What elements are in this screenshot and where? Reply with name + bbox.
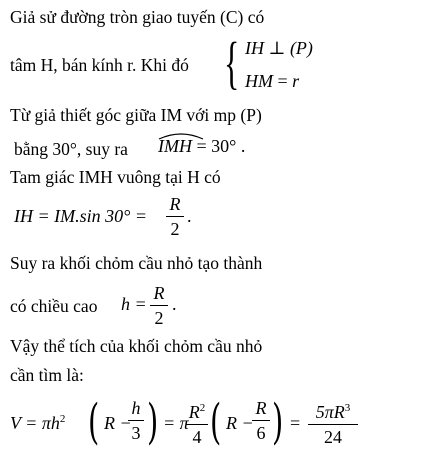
h-equation-end: . [172,294,177,314]
ih-fraction: R 2 [166,193,184,240]
volume-eq-1: = π [163,413,189,433]
ih-equation-lhs: IH = IM.sin 30° = [14,206,147,226]
system-eq-1: IH ⊥ (P) [245,38,313,58]
fraction-r-over-6: R 6 [252,397,270,444]
volume-r2: R − [226,413,254,433]
h-equation-lhs: h = [121,294,147,314]
text-line-3: Từ giả thiết góc giữa IM với mp (P) [10,105,262,125]
system-eq-2: HM = r [245,71,300,91]
ih-equation-end: . [187,206,192,226]
volume-lhs: $V = \pi h^2$ [10,413,66,433]
left-paren-1: ( [88,394,100,450]
text-line-8: Vậy thể tích của khối chỏm cầu nhỏ [10,336,263,356]
text-line-7: có chiều cao [10,296,98,316]
text-line-4: bằng 30°, suy ra [14,139,128,159]
text-line-6: Suy ra khối chỏm cầu nhỏ tạo thành [10,253,263,273]
text-line-1: Giả sử đường tròn giao tuyến (C) có [10,7,265,27]
fraction-r2-over-4: $R^2$ 4 [186,397,208,448]
fraction-result: $5\pi R^3$ 24 [308,397,358,448]
volume-eq-2: = [290,413,301,433]
text-line-5: Tam giác IMH vuông tại H có [10,167,221,187]
system-brace: { [224,30,240,95]
right-paren-2: ) [272,394,284,450]
volume-r1: R − [104,413,132,433]
left-paren-2: ( [210,394,222,450]
angle-expression: IMH = 30° . [158,136,245,157]
text-line-2: tâm H, bán kính r. Khi đó [10,55,189,75]
h-fraction: R 2 [150,282,168,329]
arc-icon [158,132,204,140]
fraction-h-over-3: h 3 [128,397,144,444]
right-paren-1: ) [147,394,159,450]
text-line-9: cần tìm là: [10,365,84,385]
